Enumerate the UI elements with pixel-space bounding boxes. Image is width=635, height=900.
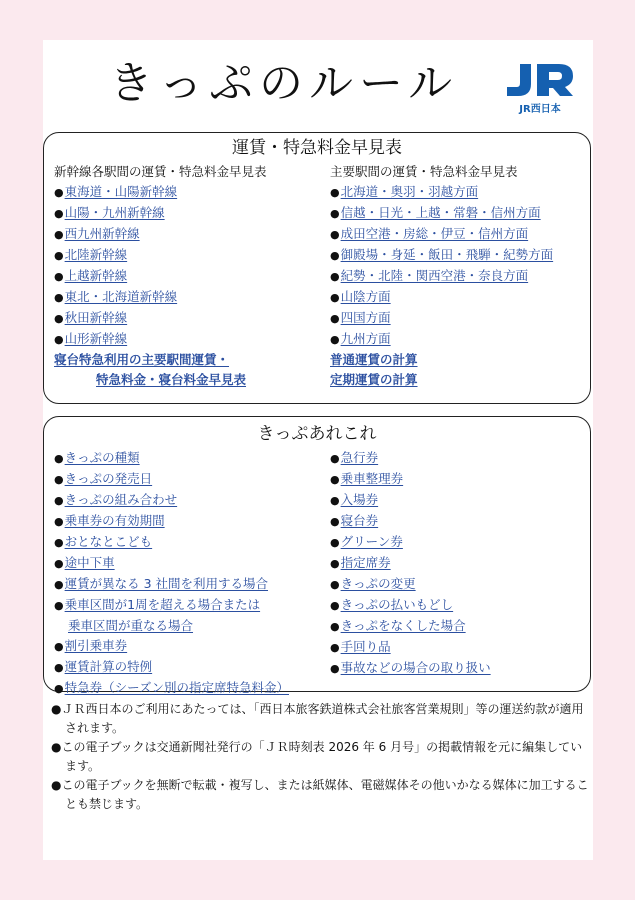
- list-item[interactable]: ●乗車整理券: [330, 471, 404, 486]
- commuter-fare-link[interactable]: 定期運賃の計算: [330, 372, 418, 387]
- list-item[interactable]: ●途中下車: [54, 555, 115, 570]
- list-item[interactable]: ●指定席券: [330, 555, 391, 570]
- list-item[interactable]: ●四国方面: [330, 310, 391, 325]
- list-item[interactable]: ●北海道・奥羽・羽越方面: [330, 184, 479, 199]
- list-item[interactable]: ●おとなとこども: [54, 534, 153, 549]
- list-item[interactable]: ●きっぷの払いもどし: [330, 597, 454, 612]
- list-item[interactable]: ●入場券: [330, 492, 379, 507]
- list-item[interactable]: ●西九州新幹線: [54, 226, 140, 241]
- fare-table-title: 運賃・特急料金早見表: [232, 138, 402, 158]
- normal-fare-link[interactable]: 普通運賃の計算: [330, 352, 418, 367]
- jr-west-logo: [505, 62, 575, 115]
- shinkansen-heading: 新幹線各駅間の運賃・特急料金早見表: [54, 164, 267, 179]
- sleeper-fare-link[interactable]: 寝台特急利用の主要駅間運賃・: [54, 352, 230, 367]
- list-item[interactable]: ●きっぷの種類: [54, 450, 140, 465]
- list-item[interactable]: ●乗車区間が1周を超える場合または: [54, 597, 261, 612]
- jr-logo-icon: [505, 62, 575, 100]
- list-item[interactable]: ●信越・日光・上越・常磐・信州方面: [330, 205, 541, 220]
- list-item[interactable]: ●御殿場・身延・飯田・飛騨・紀勢方面: [330, 247, 554, 262]
- list-item-cont[interactable]: 乗車区間が重なる場合: [68, 618, 194, 633]
- list-item[interactable]: ●きっぷをなくした場合: [330, 618, 466, 633]
- list-item[interactable]: ●山陽・九州新幹線: [54, 205, 165, 220]
- notes: [51, 700, 591, 814]
- list-item[interactable]: ●急行券: [330, 450, 379, 465]
- ticket-info-box: [43, 416, 591, 695]
- page-title: きっぷのルール: [109, 58, 459, 109]
- list-item[interactable]: ●手回り品: [330, 639, 391, 654]
- list-item[interactable]: ●グリーン券: [330, 534, 403, 549]
- list-item[interactable]: ●成田空港・房総・伊豆・信州方面: [330, 226, 529, 241]
- note-copyright: ●この電子ブックを無断で転載・複写し、または紙媒体、電磁媒体その他いかなる媒体に加工することも禁じます。: [51, 778, 589, 811]
- list-item[interactable]: ●山形新幹線: [54, 331, 128, 346]
- logo-caption: JR西日本: [519, 104, 561, 115]
- major-station-column: [330, 162, 553, 390]
- note-terms: ●ＪＲ西日本のご利用にあたっては、「西日本旅客鉄道株式会社旅客営業規則」等の運送約款が適用されます。: [51, 702, 584, 735]
- list-item[interactable]: ●北陸新幹線: [54, 247, 128, 262]
- list-item[interactable]: ●九州方面: [330, 331, 391, 346]
- list-item[interactable]: ●秋田新幹線: [54, 310, 128, 325]
- major-station-heading: 主要駅間の運賃・特急料金早見表: [330, 164, 518, 179]
- fare-table-box: [43, 132, 591, 404]
- shinkansen-column: [54, 162, 267, 390]
- list-item[interactable]: ●上越新幹線: [54, 268, 128, 283]
- list-item[interactable]: ●東海道・山陽新幹線: [54, 184, 178, 199]
- ticket-info-title: きっぷあれこれ: [257, 424, 377, 444]
- list-item[interactable]: ●きっぷの組み合わせ: [54, 492, 178, 507]
- list-item[interactable]: ●事故などの場合の取り扱い: [330, 660, 491, 675]
- list-item[interactable]: ●東北・北海道新幹線: [54, 289, 178, 304]
- list-item[interactable]: ●山陰方面: [330, 289, 391, 304]
- ticket-info-right-column: [330, 448, 491, 679]
- list-item[interactable]: ●きっぷの変更: [330, 576, 416, 591]
- list-item[interactable]: ●乗車券の有効期間: [54, 513, 165, 528]
- note-source: ●この電子ブックは交通新聞社発行の「ＪＲ時刻表 2026 年 6 月号」の掲載情報を元に編集しています。: [51, 740, 583, 773]
- sleeper-fare-link-cont[interactable]: 特急料金・寝台料金早見表: [96, 372, 247, 387]
- page: [43, 40, 593, 860]
- list-item[interactable]: ●きっぷの発売日: [54, 471, 153, 486]
- list-item[interactable]: ●運賃計算の特例: [54, 659, 153, 674]
- ticket-info-left-column: [54, 448, 289, 699]
- list-item[interactable]: ●紀勢・北陸・関西空港・奈良方面: [330, 268, 529, 283]
- list-item[interactable]: ●運賃が異なる 3 社間を利用する場合: [54, 576, 269, 591]
- list-item[interactable]: ●特急券（シーズン別の指定席特急料金）: [54, 680, 289, 695]
- list-item[interactable]: ●割引乗車券: [54, 638, 128, 653]
- list-item[interactable]: ●寝台券: [330, 513, 379, 528]
